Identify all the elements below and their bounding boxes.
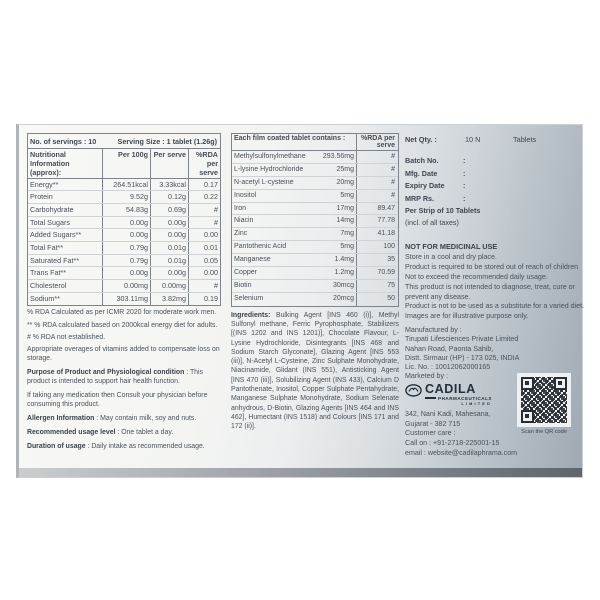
nutrient-per-serve: 0.69g: [150, 204, 188, 216]
ingredient-amount: 5mg: [340, 243, 354, 251]
nutrient-per-serve: 0.00g: [150, 267, 188, 279]
batch-colon: :: [463, 168, 466, 178]
ingredient-name: Copper: [234, 269, 257, 277]
table-row: [232, 203, 398, 216]
nutrient-rda: #: [188, 280, 220, 292]
batch-colon: :: [463, 193, 466, 203]
nutrient-rda: 0.00: [188, 229, 220, 241]
net-qty-value: 10 N: [465, 135, 481, 144]
marketed-by-label: Marketed by :: [405, 372, 448, 381]
warning-block: [405, 242, 586, 322]
batch-label: Batch No.: [405, 156, 439, 165]
ingredients-text: Bulking Agent [INS 460 (i)], Methyl Sulfonyl methane, Ferric Pyrophosphate, Stabilizers [(INS 1202 and INS 1201)], Chocolate Flavour, L-Lysine Hydrochloride, Disintegrants [INS 468 and Sodium Starch Glyconate], Glazing Agent [INS 553 (iii)], N-Acetyl L-Cysteine, Zinc Sulphate Monohydrate, Niacinamide, Glidant (INS 551), Antisticking Agent [INS 470 (iii)], Solubilizing Agent (INS 433), Calcium D Pantothenate, Inositol, Copper Sulphate Pentahydrate, Manganese Sulphate Monohydrate, Sodium Selenate anhydrous, D-Biotin, Glazing Agents [INS 464 and INS 462], Humectant (INS 1518) and Colours [INS 171 and 172 (ii)].: [231, 311, 399, 431]
ingredients-paragraph: [231, 311, 399, 432]
film-header-left: Each film coated tablet contains :: [234, 135, 346, 142]
nutrient-per-serve: 0.01g: [150, 242, 188, 254]
per-strip-line: Per Strip of 10 Tablets: [405, 206, 481, 216]
nutrient-rda: #: [188, 204, 220, 216]
ingredient-amount: 14mg: [336, 217, 354, 225]
label-card: [16, 124, 583, 478]
footnote: [27, 392, 221, 410]
taxes-line: (incl. of all taxes): [405, 218, 459, 228]
nutrient-per-serve: 0.00g: [150, 217, 188, 229]
footnote-label: Purpose of Product and Physiological condition: [27, 369, 185, 377]
nutrition-table-header: [28, 149, 220, 179]
batch-colon: :: [463, 156, 466, 165]
table-row: [232, 151, 398, 164]
net-qty-unit: Tablets: [513, 135, 537, 144]
ingredient-name: Pantothenic Acid: [234, 243, 287, 251]
table-row: [232, 164, 398, 177]
nutrient-name: Energy**: [30, 179, 59, 189]
table-row: [232, 215, 398, 228]
nutrition-column: [27, 133, 221, 455]
nutrient-rda: 0.00: [188, 267, 220, 279]
manufacturer-line: Tirupati Lifesciences Private Limited: [405, 335, 519, 344]
brand-limited: LIMITED: [461, 401, 492, 406]
batch-info-row: [405, 180, 586, 193]
nutrient-per-100g: 9.52g: [102, 191, 150, 203]
nutrient-per-100g: 0.00g: [102, 267, 150, 279]
nutrient-per-serve: 0.00mg: [150, 280, 188, 292]
footnote-text: ** % RDA calculated based on 2000kcal energy diet for adults.: [27, 321, 218, 329]
nutrient-name: Total Fat**: [30, 242, 64, 252]
batch-info: [405, 155, 586, 205]
manufacturer-line: Distt. Sirmaur (HP) - 173 025, INDIA: [405, 353, 520, 362]
brand-pharmaceuticals: PHARMACEUTICALS: [438, 395, 492, 401]
nutrient-name: Carbohydrate: [30, 204, 74, 214]
manufacturer-lines: [405, 335, 586, 372]
footnote-text: If taking any medication then Consult your physician before consuming this product.: [27, 391, 208, 408]
nutrition-table: [27, 149, 221, 307]
ingredient-name: Niacin: [234, 217, 254, 225]
nutrient-rda: #: [188, 217, 220, 229]
logo-dash-icon: [425, 397, 436, 399]
nutrient-per-100g: 0.00g: [102, 229, 150, 241]
table-row: [28, 280, 220, 293]
brand-name: CADILA: [425, 381, 476, 396]
qr-caption: Scan the QR code: [521, 429, 567, 435]
col-header-per-serve: Per serve: [150, 149, 188, 178]
nutrient-per-100g: 303.11mg: [102, 293, 150, 306]
table-row: [28, 293, 220, 306]
table-row: [232, 280, 398, 293]
nutrient-rda: 0.01: [188, 242, 220, 254]
strip-price-note: [405, 205, 586, 229]
qr-finder-top-left: [521, 377, 534, 390]
address-line: Gujarat - 382 715: [405, 419, 461, 428]
table-row: [28, 267, 220, 280]
table-row: [28, 191, 220, 204]
nutrient-per-serve: 0.00g: [150, 229, 188, 241]
ingredient-name: Biotin: [234, 281, 252, 289]
cadila-logo-icon: [405, 384, 422, 403]
brand-sub: [425, 396, 492, 401]
serving-size: Serving Size : 1 tablet (1.26g): [117, 136, 217, 146]
table-row: [28, 242, 220, 255]
ingredient-rda: #: [356, 177, 398, 189]
nutrient-per-100g: 54.83g: [102, 204, 150, 216]
ingredient-rda: #: [356, 164, 398, 176]
nutrient-per-serve: 0.12g: [150, 191, 188, 203]
cadila-logo-text: [425, 381, 492, 406]
ingredient-rda: 41.18: [356, 228, 398, 240]
ingredient-rda: #: [356, 190, 398, 202]
ingredient-amount: 7mg: [340, 230, 354, 238]
net-qty-row: [405, 135, 586, 144]
ingredient-name: N-acetyl L-cysteine: [234, 178, 294, 186]
address-line: Customer care :: [405, 429, 456, 438]
ingredient-name: Zinc: [234, 230, 248, 238]
ingredient-amount: 30mcg: [332, 281, 354, 289]
ingredient-name: Methylsulfonylmethane: [234, 153, 306, 160]
table-row: [232, 267, 398, 280]
ingredient-name: Manganese: [234, 256, 271, 264]
table-row: [232, 241, 398, 254]
warning-lines: [405, 253, 586, 322]
qr-modules: [521, 377, 567, 423]
ingredient-amount: 1.4mg: [334, 256, 354, 264]
manufactured-by-label: Manufactured by :: [405, 325, 462, 334]
nutrition-table-body: [28, 179, 220, 306]
ingredients-label: Ingredients:: [231, 311, 271, 319]
warning-line: Store in a cool and dry place.: [405, 253, 497, 262]
footnote-text: : One tablet a day.: [115, 428, 174, 436]
footnote-text: % RDA Calculated as per ICMR 2020 for moderate work men.: [27, 309, 217, 317]
table-row: [28, 179, 220, 192]
ingredient-name: L-lysine Hydrochloride: [234, 165, 304, 173]
footnote-label: Allergen Information: [27, 414, 95, 422]
address-line: 342, Nani Kadi, Mahesana,: [405, 409, 491, 418]
footnote: [27, 443, 221, 452]
col-header-rda: %RDA per serve: [188, 149, 220, 178]
table-row: [232, 190, 398, 203]
qr-finder-bottom-left: [521, 410, 534, 423]
nutrient-name: Cholesterol: [30, 281, 67, 290]
nutrient-per-serve: 3.33kcal: [150, 179, 188, 191]
ingredient-amount: 5mg: [340, 191, 354, 199]
col-header-per-100g: Per 100g: [102, 149, 150, 178]
table-row: [28, 229, 220, 242]
warning-line: Product is required to be stored out of reach of children: [405, 263, 579, 272]
ingredient-rda: #: [356, 151, 398, 163]
table-row: [28, 204, 220, 217]
ingredient-rda: 77.78: [356, 215, 398, 227]
ingredient-rda: 75: [356, 280, 398, 292]
address-line: email : website@cadilaphrama.com: [405, 448, 518, 457]
footnotes: [27, 309, 221, 451]
warning-line: Images are for illustrative purpose only.: [405, 312, 529, 321]
nutrient-rda: 0.05: [188, 255, 220, 267]
batch-info-row: [405, 168, 586, 181]
manufacturer-line: Lic. No. : 10012062000165: [405, 363, 491, 372]
servings-count: No. of servings : 10: [30, 136, 97, 146]
ingredient-rda: 100: [356, 241, 398, 253]
footnote: [27, 346, 221, 364]
nutrient-per-100g: 0.79g: [102, 255, 150, 267]
warning-line: Not to exceed the recommended daily usage.: [405, 272, 548, 281]
qr-finder-top-right: [554, 377, 567, 390]
batch-info-row: [405, 193, 586, 206]
ingredient-name: Selenium: [234, 294, 264, 302]
footnote-label: Duration of usage: [27, 442, 86, 450]
footnote: [27, 322, 221, 331]
nutrient-name: Added Sugars**: [30, 230, 82, 240]
ingredient-amount: 20mcg: [332, 294, 354, 302]
table-row: [28, 255, 220, 268]
nutrient-rda: 0.22: [188, 191, 220, 203]
batch-label: MRP Rs.: [405, 193, 435, 203]
ingredient-rda: 89.47: [356, 203, 398, 215]
footnote-text: : This product is intended to support hair health function.: [27, 369, 203, 385]
table-row: [232, 254, 398, 267]
warning-line: This product is not intended to diagnose, treat, cure or prevent any disease.: [405, 282, 575, 301]
nutrient-per-100g: 0.00mg: [102, 280, 150, 292]
ingredient-name: Iron: [234, 204, 247, 212]
footnote-text: # % RDA not established.: [27, 333, 106, 341]
footnote: [27, 429, 221, 438]
table-row: [232, 228, 398, 241]
ingredient-amount: 25mg: [336, 165, 354, 173]
nutrient-rda: 0.19: [188, 293, 220, 306]
nutrient-name: Total Sugars: [30, 217, 70, 227]
qr-code-icon: [517, 373, 571, 427]
ingredient-rda: 50: [356, 293, 398, 306]
warning-line: Product is not to be used as a substitute for a varied diet.: [405, 302, 585, 311]
ingredient-rda: 35: [356, 254, 398, 266]
servings-bar: [27, 133, 221, 149]
nutrient-per-100g: 0.00g: [102, 217, 150, 229]
ingredient-amount: 20mg: [336, 178, 354, 186]
address-line: Call on : +91-2718-225001-15: [405, 439, 500, 448]
cadila-logo: [405, 381, 515, 406]
ingredient-rda: 70.59: [356, 267, 398, 279]
ingredient-amount: 17mg: [336, 204, 354, 212]
net-qty-label: Net Qty. :: [405, 135, 437, 144]
footnote: [27, 415, 221, 424]
ingredient-amount: 293.56mg: [322, 153, 354, 160]
table-row: [28, 217, 220, 230]
table-row: [232, 177, 398, 190]
nutrient-per-serve: 3.82mg: [150, 293, 188, 306]
batch-label: Mfg. Date: [405, 168, 438, 178]
nutrient-name: Saturated Fat**: [30, 255, 80, 265]
nutrient-per-serve: 0.01g: [150, 255, 188, 267]
nutrient-name: Sodium**: [30, 293, 60, 303]
footnote-text: Appropriate overages of vitamins added to compensate loss on storage.: [27, 346, 220, 363]
composition-column: [231, 133, 399, 432]
regulatory-column: [405, 135, 586, 459]
batch-colon: :: [463, 181, 466, 191]
footnote: [27, 369, 221, 387]
nutrient-per-100g: 0.79g: [102, 242, 150, 254]
film-table-body: [232, 151, 398, 306]
footnote-label: Recommended usage level: [27, 428, 116, 436]
film-table-header: [232, 134, 398, 151]
nutrient-name: Trans Fat**: [30, 268, 67, 278]
nutrient-name: Protein: [30, 192, 53, 202]
warning-title: NOT FOR MEDICINAL USE: [405, 242, 498, 252]
footnote: [27, 334, 221, 343]
table-row: [232, 293, 398, 306]
manufacturer-line: Nahan Road, Paonta Sahib,: [405, 344, 494, 353]
footnote: [27, 309, 221, 318]
nutrient-per-100g: 264.51kcal: [102, 179, 150, 191]
col-header-nutritional-info: Nutritional Information (approx):: [30, 149, 70, 177]
film-header-rda: %RDA per serve: [356, 134, 398, 150]
ingredient-name: Inositol: [234, 191, 257, 199]
film-coated-table: [231, 133, 399, 307]
batch-info-row: [405, 155, 586, 168]
footnote-text: : Daily intake as recommended usage.: [85, 442, 205, 450]
footnote-text: : May contain milk, soy and nuts.: [94, 414, 197, 422]
batch-label: Expiry Date: [405, 181, 445, 191]
nutrient-rda: 0.17: [188, 179, 220, 191]
ingredient-amount: 1.2mg: [334, 269, 354, 277]
